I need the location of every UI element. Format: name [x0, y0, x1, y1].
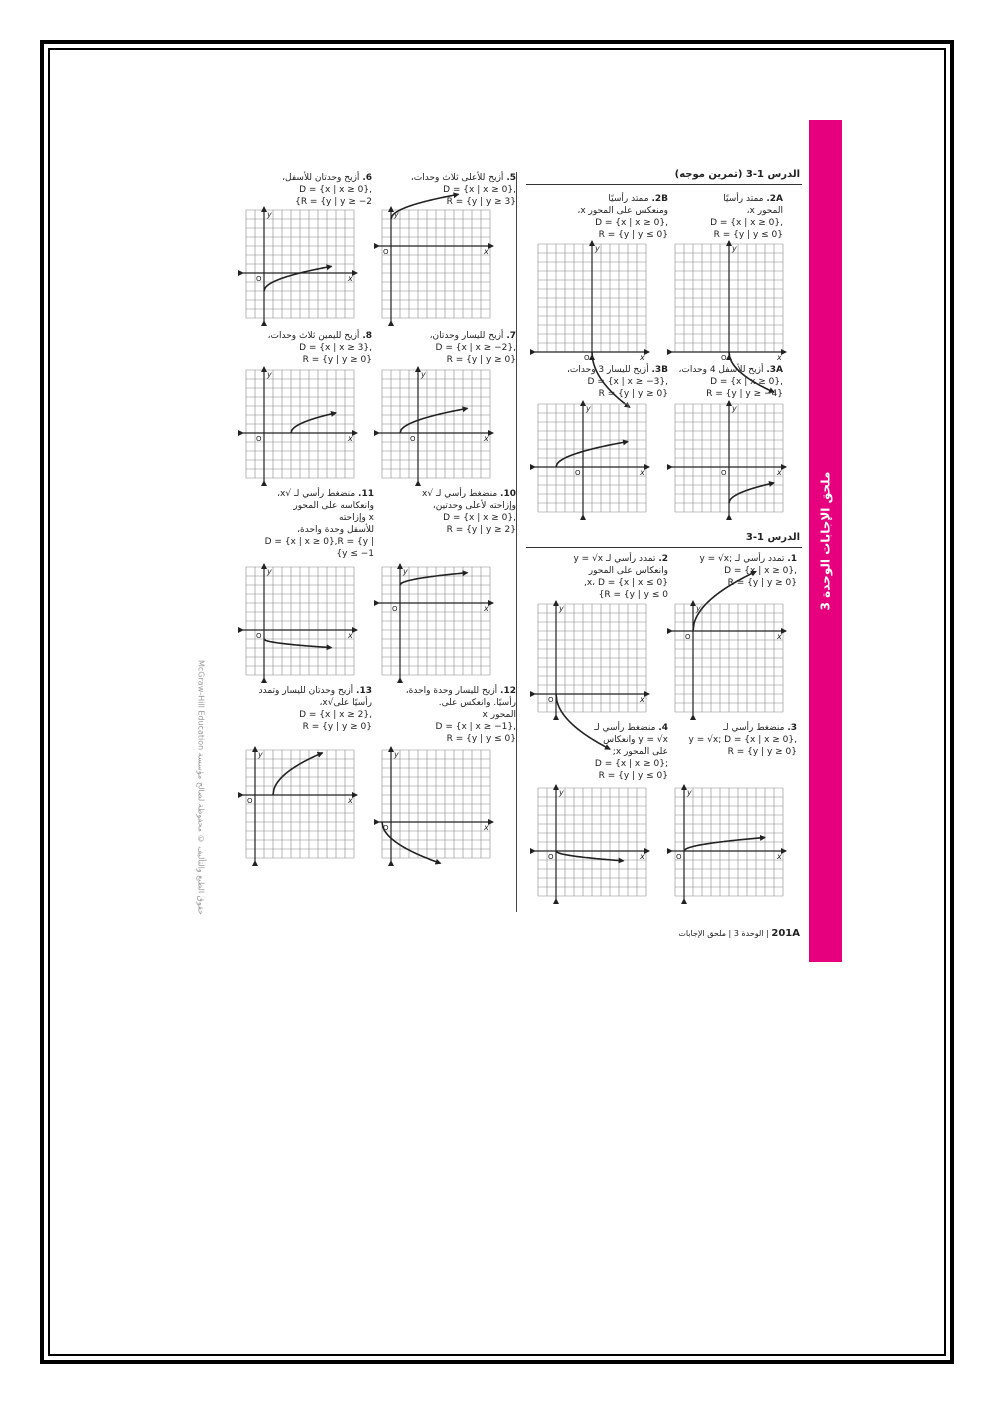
problem-6-line-3: {R = {y | y ≥ −2 — [295, 197, 372, 207]
graph-3A-origin-label: O — [721, 469, 727, 477]
problem-11 — [224, 488, 374, 560]
graph-3A-x-label: x — [777, 468, 782, 477]
problem-4-line-4: D = {x | x ≥ 0}; — [594, 759, 668, 769]
graph-5-origin-label: O — [383, 248, 389, 256]
graph-2B-origin-label: O — [584, 354, 590, 362]
graph-2 — [538, 604, 646, 712]
graph-1 — [675, 604, 783, 712]
graph-12-y-label: y — [394, 750, 399, 759]
problem-7 — [384, 330, 516, 366]
problem-3-line-1 — [673, 722, 797, 734]
graph-12-x-label: x — [484, 823, 489, 832]
problem-13-line-2: رأسيًا على√x، — [319, 698, 372, 708]
footer-section: ملحق الإجابات — [678, 929, 727, 938]
problem-2A-line-2: المحور x، — [746, 206, 783, 216]
graph-5 — [382, 210, 490, 318]
footer-sep-2: | — [726, 929, 732, 938]
graph-6-curve — [264, 266, 332, 291]
problem-6-text: أزيح وحدتان للأسفل، — [282, 173, 360, 183]
graph-11-grid — [246, 567, 354, 675]
problem-8 — [240, 330, 372, 366]
problem-10-line-1 — [384, 488, 516, 500]
problem-2A-text: ممتد رأسيًا — [723, 194, 764, 204]
graph-2A-origin-label: O — [721, 354, 727, 362]
problem-4-number: 4. — [658, 723, 668, 733]
heading-lesson: الدرس 1-3 — [745, 532, 800, 543]
graph-3A-curve — [729, 483, 774, 503]
graph-6-origin-label: O — [256, 275, 262, 283]
problem-3-line-3: R = {y | y ≥ 0} — [727, 747, 797, 757]
graph-2A — [675, 244, 783, 362]
problem-7-line-1 — [384, 330, 516, 342]
problem-3A-text: أزيح للأسفل 4 وحدات، — [678, 365, 764, 375]
graph-7-grid — [382, 370, 490, 478]
graph-3-origin-label: O — [676, 853, 682, 861]
publisher-credit — [194, 660, 208, 920]
graph-13-origin-label: O — [247, 797, 253, 805]
graph-3-curve — [684, 838, 765, 852]
page-footer — [600, 928, 800, 939]
graph-3 — [675, 788, 783, 896]
graph-8-curve — [291, 413, 336, 433]
graph-4-x-label: x — [640, 852, 645, 861]
graph-13 — [246, 750, 354, 858]
problem-2B-line-2: ومنعكس على المحور x، — [577, 206, 668, 216]
graph-8-x-label: x — [348, 434, 353, 443]
problem-3B-text: أزيح لليسار 3 وحدات، — [567, 365, 649, 375]
graph-2-origin-label: O — [548, 696, 554, 704]
graph-10-origin-label: O — [392, 605, 398, 613]
graph-13-x-label: x — [348, 796, 353, 805]
graph-11-y-label: y — [267, 567, 272, 576]
side-title-text: ملحق الإجابات الوحدة 3 — [818, 471, 833, 611]
graph-7-x-label: x — [484, 434, 489, 443]
graph-8-y-label: y — [267, 370, 272, 379]
problem-3A-line-1 — [673, 364, 783, 376]
problem-10-line-4: R = {y | y ≥ 2} — [446, 525, 516, 535]
problem-8-line-3: R = {y | y ≥ 0} — [302, 355, 372, 365]
problem-2A-line-4: R = {y | y ≤ 0} — [713, 230, 783, 240]
problem-2A-number: 2A. — [766, 194, 783, 204]
problem-12-line-4: D = {x | x ≥ −1}, — [435, 722, 516, 732]
problem-13-line-4: R = {y | y ≥ 0} — [302, 722, 372, 732]
problem-3-line-2: y = √x; D = {x | x ≥ 0}, — [688, 735, 797, 745]
problem-13-line-1 — [240, 685, 372, 697]
graph-2B-y-label: y — [595, 244, 600, 253]
graph-6-grid — [246, 210, 354, 318]
problem-3A-line-2: D = {x | x ≥ 0}, — [710, 377, 783, 387]
graph-12 — [382, 750, 490, 858]
problem-1-line-3: R = {y | y ≥ 0} — [727, 578, 797, 588]
graph-7 — [382, 370, 490, 478]
graph-6-x-label: x — [348, 274, 353, 283]
side-title — [809, 120, 842, 962]
problem-4-line-1 — [536, 722, 668, 734]
graph-4 — [538, 788, 646, 896]
graph-6-y-label: y — [267, 210, 272, 219]
problem-2A-line-1 — [673, 193, 783, 205]
problem-10-number: 10. — [500, 489, 516, 499]
problem-7-text: أزيح لليسار وحدتان، — [429, 331, 504, 341]
problem-10-text: منضغط رأسي لـ √x — [422, 489, 498, 499]
problem-2-line-2: وانعكاس على المحور — [588, 566, 668, 576]
graph-4-y-label: y — [559, 788, 564, 797]
problem-2A — [673, 193, 783, 241]
problem-11-line-2: وانعكاسه على المحور — [293, 501, 374, 511]
problem-12-line-1 — [384, 685, 516, 697]
graph-3A — [675, 404, 783, 512]
problem-8-line-2: D = {x | x ≥ 3}, — [299, 343, 372, 353]
publisher-text: حقوق الطبع والتأليف © محفوظة لصالح مؤسسة McGraw-Hill Education — [196, 660, 206, 915]
graph-1-y-label: y — [696, 604, 701, 613]
problem-3B-line-2: D = {x | x ≥ −3}, — [587, 377, 668, 387]
graph-2-x-label: x — [640, 695, 645, 704]
graph-3B-origin-label: O — [575, 469, 581, 477]
problem-13-text: أزيح وحدتان لليسار وتمدد — [258, 686, 354, 696]
problem-8-line-1 — [240, 330, 372, 342]
graph-10-grid — [382, 567, 490, 675]
graph-8-origin-label: O — [256, 435, 262, 443]
problem-11-text: منضغط رأسي لـ √x، — [277, 489, 356, 499]
problem-2-number: 2. — [658, 554, 668, 564]
problem-12-number: 12. — [500, 686, 516, 696]
problem-3B-line-1 — [536, 364, 668, 376]
graph-3B-x-label: x — [640, 468, 645, 477]
problem-5-line-3: R = {y | y ≥ 3} — [446, 197, 516, 207]
problem-3B — [536, 364, 668, 400]
problem-12 — [384, 685, 516, 745]
graph-2B-x-label: x — [640, 353, 645, 362]
problem-2B-line-4: R = {y | y ≤ 0} — [598, 230, 668, 240]
problem-1 — [673, 553, 797, 589]
graph-3B-grid — [538, 404, 646, 512]
graph-7-origin-label: O — [410, 435, 416, 443]
problem-5-text: أزيح للأعلى ثلاث وحدات، — [410, 173, 504, 183]
problem-10 — [384, 488, 516, 536]
problem-3A — [673, 364, 783, 400]
problem-6-number: 6. — [362, 173, 372, 183]
problem-12-line-5: R = {y | y ≤ 0} — [446, 734, 516, 744]
heading-guided-rule — [526, 184, 802, 185]
problem-11-line-1 — [224, 488, 374, 500]
graph-4-grid — [538, 788, 646, 896]
graph-7-curve — [400, 408, 468, 433]
graph-1-origin-label: O — [685, 633, 691, 641]
problem-5-line-2: D = {x | x ≥ 0}, — [443, 185, 516, 195]
heading-guided: الدرس 1-3 (تمرين موجه) — [674, 169, 800, 180]
graph-2B — [538, 244, 646, 362]
graph-3A-y-label: y — [732, 404, 737, 413]
problem-2-text: تمدد رأسي لـ y = √x — [573, 554, 656, 564]
graph-12-origin-label: O — [383, 824, 389, 832]
graph-2-y-label: y — [559, 604, 564, 613]
problem-8-number: 8. — [362, 331, 372, 341]
graph-5-grid — [382, 210, 490, 318]
graph-3-grid — [675, 788, 783, 896]
problem-13-line-3: D = {x | x ≥ 2}, — [299, 710, 372, 720]
problem-3A-number: 3A. — [766, 365, 783, 375]
problem-11-line-4: للأسفل وحدة واحدة، — [297, 525, 374, 535]
problem-2 — [536, 553, 668, 601]
problem-13-number: 13. — [356, 686, 372, 696]
problem-11-line-5: D = {x | x ≥ 0},R = {y | — [264, 537, 374, 547]
problem-1-line-1 — [673, 553, 797, 565]
problem-3 — [673, 722, 797, 758]
problem-2-line-3: x، D = {x | x ≤ 0}, — [583, 578, 668, 588]
graph-3B-y-label: y — [586, 404, 591, 413]
graph-10 — [382, 567, 490, 675]
problem-1-line-2: D = {x | x ≥ 0}, — [724, 566, 797, 576]
graph-11-curve — [264, 639, 332, 648]
page-number: 201A — [771, 928, 800, 939]
problem-2B-line-1 — [536, 193, 668, 205]
problem-2A-line-3: D = {x | x ≥ 0}, — [710, 218, 783, 228]
problem-6 — [240, 172, 372, 208]
graph-11-origin-label: O — [256, 632, 262, 640]
problem-8-text: أزيح لليمين ثلاث وحدات، — [267, 331, 360, 341]
problem-2-line-1 — [536, 553, 668, 565]
graph-4-origin-label: O — [548, 853, 554, 861]
graph-2A-x-label: x — [777, 353, 782, 362]
graph-13-grid — [246, 750, 354, 858]
heading-lesson-rule — [526, 547, 802, 548]
problem-1-text: تمدد رأسي لـ ;y = √x — [699, 554, 785, 564]
graph-12-grid — [382, 750, 490, 858]
graph-6 — [246, 210, 354, 318]
problem-2B-text: ممتد رأسيًا — [608, 194, 649, 204]
problem-5-number: 5. — [506, 173, 516, 183]
problem-4-line-3: على المحور x; — [612, 747, 668, 757]
problem-2B — [536, 193, 668, 241]
problem-11-line-3: x وإزاحته — [339, 513, 374, 523]
problem-2-line-4: {R = {y | y ≤ 0 — [598, 590, 668, 600]
graph-10-x-label: x — [484, 604, 489, 613]
problem-5-line-1 — [384, 172, 516, 184]
problem-3-text: منضغط رأسي لـ — [723, 723, 785, 733]
problem-10-line-3: D = {x | x ≥ 0}, — [443, 513, 516, 523]
problem-2B-line-3: D = {x | x ≥ 0}, — [595, 218, 668, 228]
problem-11-line-6: y ≤ −1} — [336, 549, 374, 559]
graph-3B — [538, 404, 646, 512]
graph-7-y-label: y — [421, 370, 426, 379]
problem-4 — [536, 722, 668, 782]
graph-5-y-label: y — [394, 210, 399, 219]
graph-10-y-label: y — [403, 567, 408, 576]
graph-1-x-label: x — [777, 632, 782, 641]
problem-3-number: 3. — [787, 723, 797, 733]
problem-4-line-5: R = {y | y ≤ 0} — [598, 771, 668, 781]
problem-12-line-3: المحور x — [482, 710, 516, 720]
graph-3-x-label: x — [777, 852, 782, 861]
graph-13-y-label: y — [258, 750, 263, 759]
problem-6-line-2: D = {x | x ≥ 0}, — [299, 185, 372, 195]
column-divider — [516, 172, 517, 912]
problem-10-line-2: وإزاحته لأعلى وحدتين، — [432, 501, 516, 511]
problem-7-number: 7. — [506, 331, 516, 341]
problem-4-text: منضغط رأسي لـ — [594, 723, 656, 733]
graph-2-grid — [538, 604, 646, 712]
footer-unit: الوحدة 3 — [733, 929, 764, 938]
graph-3-y-label: y — [687, 788, 692, 797]
footer-sep-1: | — [763, 929, 769, 938]
graph-10-curve — [400, 573, 468, 585]
problem-3B-number: 3B. — [651, 365, 668, 375]
problem-5 — [384, 172, 516, 208]
graph-5-x-label: x — [484, 247, 489, 256]
problem-2B-number: 2B. — [651, 194, 668, 204]
problem-7-line-3: R = {y | y ≥ 0} — [446, 355, 516, 365]
problem-7-line-2: D = {x | x ≥ −2}, — [435, 343, 516, 353]
graph-8 — [246, 370, 354, 478]
graph-11-x-label: x — [348, 631, 353, 640]
problem-13 — [240, 685, 372, 733]
graph-11 — [246, 567, 354, 675]
problem-6-line-1 — [240, 172, 372, 184]
problem-11-number: 11. — [358, 489, 374, 499]
graph-1-grid — [675, 604, 783, 712]
problem-4-line-2: y = √x وانعكاس — [603, 735, 668, 745]
problem-12-text: أزيح لليسار وحدة واحدة، — [405, 686, 498, 696]
problem-12-line-2: رأسيًا. وانعكس على. — [438, 698, 516, 708]
graph-4-curve — [556, 851, 624, 861]
problem-1-number: 1. — [787, 554, 797, 564]
problem-3B-line-3: R = {y | y ≥ 0} — [598, 389, 668, 399]
graph-2A-y-label: y — [732, 244, 737, 253]
problem-3A-line-3: R = {y | y ≥ −4} — [706, 389, 783, 399]
